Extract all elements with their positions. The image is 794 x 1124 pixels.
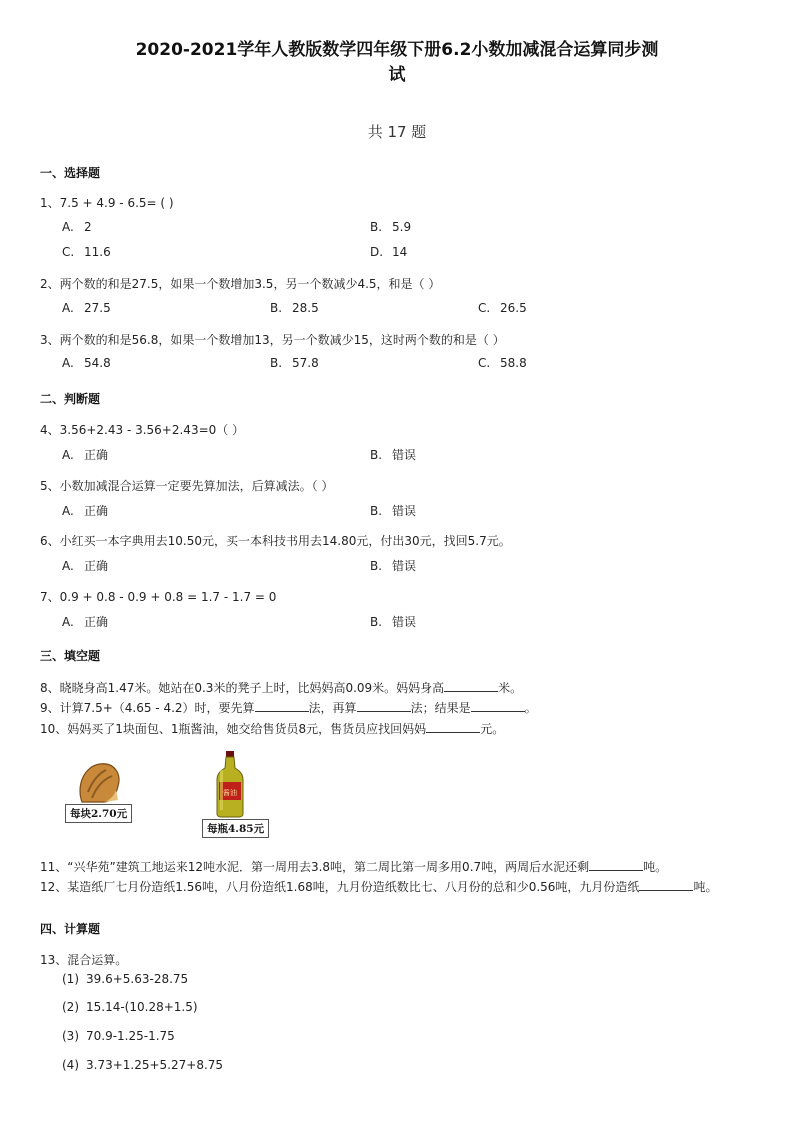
q4-option-b: B. 错误	[370, 448, 417, 462]
answer-blank[interactable]	[426, 722, 480, 733]
q1-option-b: B. 5.9	[370, 220, 412, 234]
title-line-1: 2020-2021学年人教版数学四年级下册6.2小数加减混合运算同步测	[135, 40, 659, 60]
section-heading-true-false: 二、判断题	[40, 392, 101, 406]
q3-option-b: B. 57.8	[270, 356, 319, 370]
q13-item-1: (1) 39.6+5.63-28.75	[62, 972, 189, 986]
question-11: 11、“兴华苑”建筑工地运来12吨水泥．第一周用去3.8吨，第二周比第一周多用0.7吨，两周后水泥还剩 吨。	[40, 860, 668, 874]
question-7: 7、0.9 + 0.8 - 0.9 + 0.8 = 1.7 - 1.7 = 0	[40, 590, 277, 604]
q1-option-a: A. 2	[62, 220, 92, 234]
answer-blank[interactable]	[589, 860, 643, 871]
question-4: 4、3.56+2.43 - 3.56+2.43=0（ ）	[40, 423, 245, 437]
answer-blank[interactable]	[444, 681, 498, 692]
answer-blank[interactable]	[639, 880, 693, 891]
q5-option-a: A. 正确	[62, 504, 109, 518]
q1-option-c: C. 11.6	[62, 245, 111, 259]
q13-item-3: (3) 70.9-1.25-1.75	[62, 1029, 175, 1043]
q2-option-b: B. 28.5	[270, 301, 319, 315]
question-5: 5、小数加减混合运算一定要先算加法，后算减法。（ ）	[40, 479, 334, 493]
answer-blank[interactable]	[357, 701, 411, 712]
question-1: 1、7.5 + 4.9 - 6.5= ( )	[40, 196, 174, 210]
question-9: 9、计算7.5+（4.65 - 4.2）时，要先算 法，再算 法；结果是 。	[40, 701, 537, 715]
soy-sauce-bottle-icon	[212, 750, 248, 818]
q6-option-a: A. 正确	[62, 559, 109, 573]
q7-option-b: B. 错误	[370, 615, 417, 629]
document-title	[90, 38, 704, 88]
bread-icon	[70, 756, 130, 806]
q13-item-2: (2) 15.14-(10.28+1.5)	[62, 1000, 198, 1014]
question-8: 8、晓晓身高1.47米。她站在0.3米的凳子上时，比妈妈高0.09米。妈妈身高 米。	[40, 681, 523, 695]
q3-option-a: A. 54.8	[62, 356, 111, 370]
section-heading-calculation: 四、计算题	[40, 922, 101, 936]
bread-price-tag: 每块2.70元	[65, 804, 132, 823]
question-13: 13、混合运算。	[40, 953, 128, 967]
question-3: 3、两个数的和是56.8，如果一个数增加13，另一个数减少15，这时两个数的和是（ ）	[40, 333, 505, 347]
answer-blank[interactable]	[471, 701, 525, 712]
bottle-label: 酱油	[223, 789, 237, 797]
section-heading-fill-blank: 三、填空题	[40, 649, 101, 663]
q5-option-b: B. 错误	[370, 504, 417, 518]
question-2: 2、两个数的和是27.5，如果一个数增加3.5，另一个数减少4.5，和是（ ）	[40, 277, 441, 291]
q4-option-a: A. 正确	[62, 448, 109, 462]
q3-option-c: C. 58.8	[478, 356, 527, 370]
question-10: 10、妈妈买了1块面包、1瓶酱油，她交给售货员8元，售货员应找回妈妈 元。	[40, 722, 505, 736]
question-count: 共 17 题	[367, 123, 427, 141]
q7-option-a: A. 正确	[62, 615, 109, 629]
q13-item-4: (4) 3.73+1.25+5.27+8.75	[62, 1058, 224, 1072]
question-6: 6、小红买一本字典用去10.50元，买一本科技书用去14.80元，付出30元，找回5.7元。	[40, 534, 511, 548]
q6-option-b: B. 错误	[370, 559, 417, 573]
q1-option-d: D. 14	[370, 245, 408, 259]
answer-blank[interactable]	[255, 701, 309, 712]
question-12: 12、某造纸厂七月份造纸1.56吨，八月份造纸1.68吨，九月份造纸数比七、八月份的总和少0.56吨，九月份造纸 吨。	[40, 880, 718, 894]
section-heading-choice: 一、选择题	[40, 166, 101, 180]
title-line-2: 试	[388, 65, 406, 85]
q2-option-a: A. 27.5	[62, 301, 111, 315]
q2-option-c: C. 26.5	[478, 301, 527, 315]
bottle-price-tag: 每瓶4.85元	[202, 819, 269, 838]
